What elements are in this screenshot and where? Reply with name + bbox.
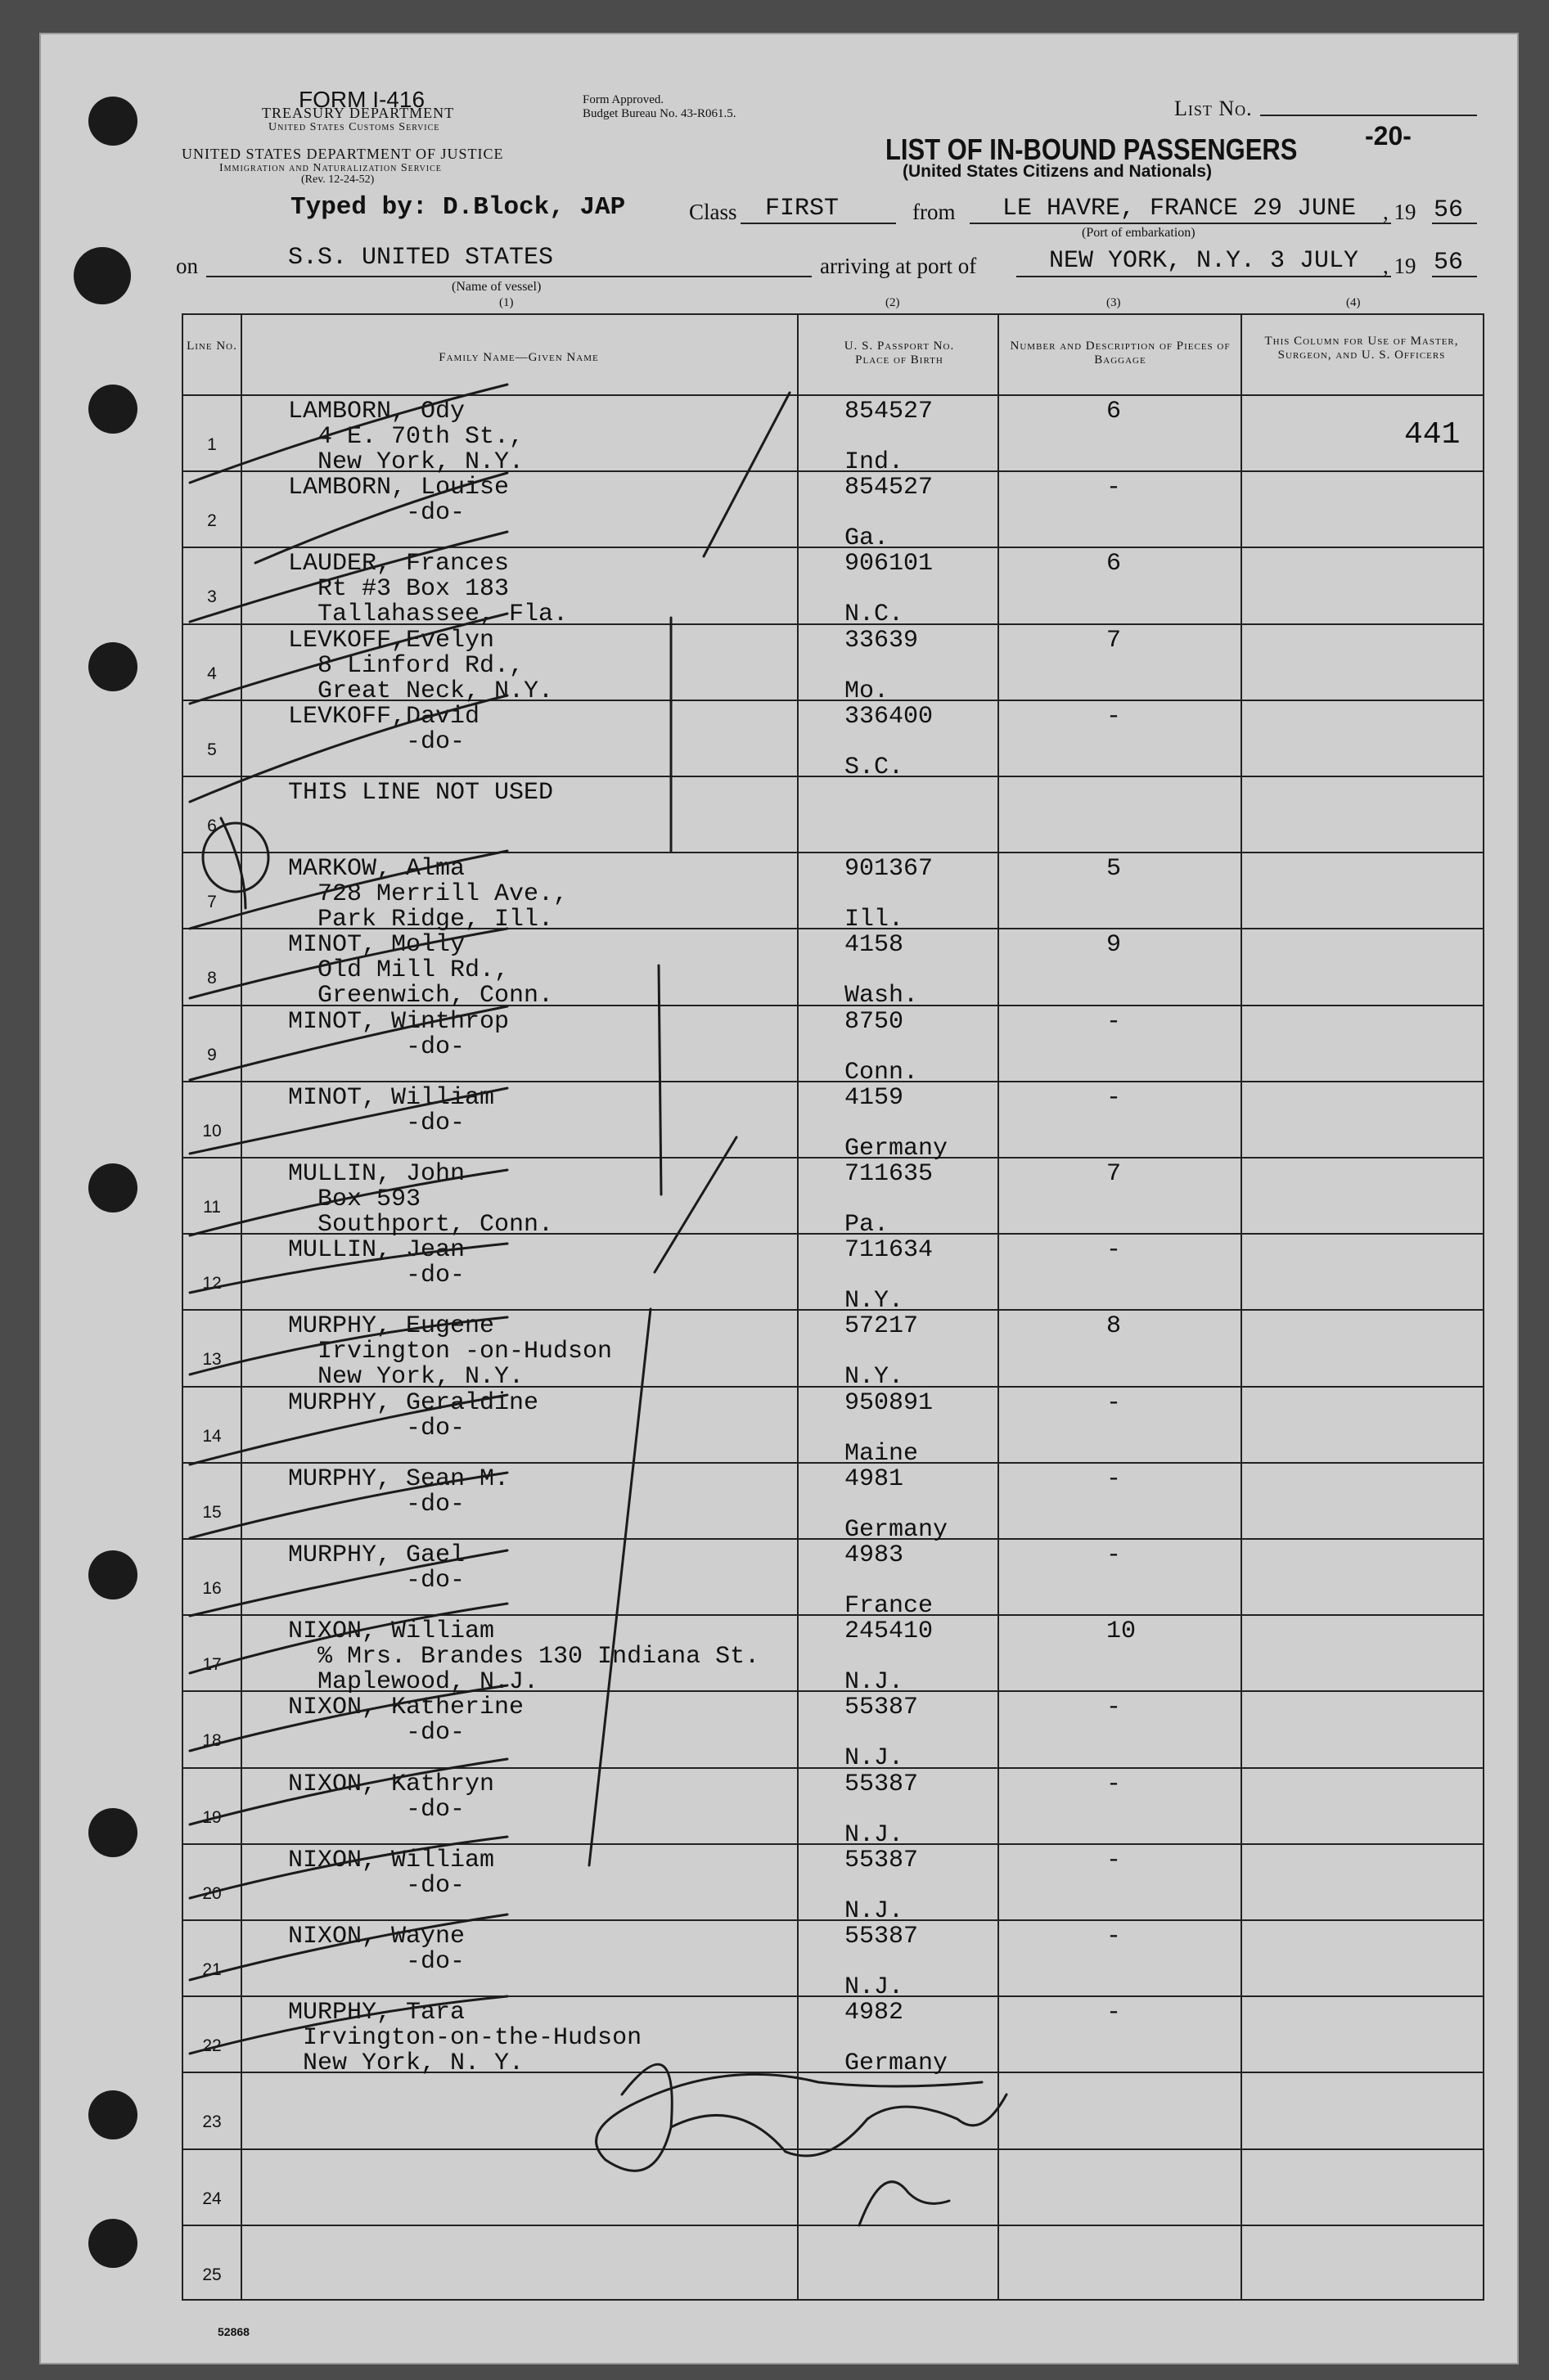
from-value: LE HAVRE, FRANCE 29 JUNE (1002, 195, 1357, 223)
from-year-prefix: , 19 (1383, 200, 1416, 224)
passenger-name: MINOT, Molly Old Mill Rd., Greenwich, Conn. (288, 931, 554, 1010)
col-header-name: Family Name—Given Name (439, 351, 599, 364)
baggage-count: - (1106, 702, 1122, 731)
passenger-name: MULLIN, Jean -do- (288, 1236, 466, 1290)
passport-birthplace: 8750 Conn. (844, 1007, 919, 1087)
passport-birthplace: 33639 Mo. (844, 626, 919, 705)
baggage-count: 7 (1106, 1160, 1122, 1188)
passenger-name: MURPHY, Sean M. -do- (288, 1464, 510, 1518)
passenger-name: NIXON, Katherine -do- (288, 1694, 525, 1748)
revision: (Rev. 12-24-52) (301, 173, 375, 186)
line-number: 14 (202, 1426, 222, 1446)
col-header-passport: U. S. Passport No. Place of Birth (844, 340, 955, 367)
baggage-count: - (1106, 1388, 1122, 1417)
baggage-count: 6 (1106, 398, 1122, 425)
baggage-count: - (1106, 1770, 1122, 1798)
form-title: LIST OF IN-BOUND PASSENGERS (885, 133, 1298, 166)
line-number: 9 (207, 1045, 217, 1064)
col-num-2: (2) (885, 296, 900, 309)
footer-code: 52868 (218, 2325, 250, 2338)
passenger-name: MINOT, William -do- (288, 1083, 495, 1137)
passenger-name: LAMBORN, Ody 4 E. 70th St., New York, N.Y. (288, 398, 525, 476)
passport-birthplace: 4981 Germany (844, 1464, 948, 1544)
line-number: 11 (203, 1198, 221, 1217)
baggage-count: 9 (1106, 931, 1122, 960)
passport-birthplace: 57217 N.Y. (844, 1312, 919, 1392)
passenger-name: THIS LINE NOT USED (288, 779, 554, 807)
passport-birthplace: 55387 N.J. (844, 1846, 919, 1925)
passenger-name: MURPHY, Geraldine -do- (288, 1388, 539, 1442)
baggage-count: - (1106, 1236, 1122, 1265)
customs-service: United States Customs Service (268, 121, 440, 133)
line-number: 1 (207, 435, 217, 454)
passenger-name: MARKOW, Alma 728 Merrill Ave., Park Ridge, Ill. (288, 855, 569, 934)
list-no-label: List No. (1174, 97, 1253, 120)
line-number: 22 (202, 2036, 222, 2056)
baggage-count: - (1106, 1007, 1122, 1036)
passenger-name: LAMBORN, Louise -do- (288, 474, 510, 528)
vessel-name: S.S. UNITED STATES (288, 244, 554, 272)
line-number: 21 (202, 1960, 222, 1979)
passenger-name: MULLIN, John Box 593 Southport, Conn. (288, 1160, 554, 1239)
arriving-port: NEW YORK, N.Y. 3 JULY (1049, 247, 1359, 275)
baggage-count: 5 (1106, 855, 1122, 884)
line-number: 18 (202, 1731, 222, 1751)
passenger-name: NIXON, Kathryn -do- (288, 1770, 495, 1824)
col-header-officers: This Column for Use of Master, Surgeon, and U. S. Officers (1264, 335, 1459, 362)
baggage-count: - (1106, 1083, 1122, 1112)
passport-birthplace: 55387 N.J. (844, 1694, 919, 1773)
baggage-count: 7 (1106, 626, 1122, 655)
passport-birthplace: 854527 Ind. (844, 398, 934, 476)
passenger-name: LEVKOFF,Evelyn 8 Linford Rd., Great Neck, N.Y. (288, 626, 554, 705)
class-value: FIRST (765, 195, 840, 223)
form-approved: Form Approved. (583, 93, 664, 106)
class-label: Class (689, 200, 737, 224)
arrive-year-prefix: , 19 (1383, 254, 1416, 278)
from-year: 56 (1434, 196, 1464, 224)
treasury-dept: TREASURY DEPARTMENT (262, 105, 455, 121)
baggage-count: 6 (1106, 550, 1122, 578)
arrive-year: 56 (1434, 249, 1464, 277)
baggage-count: - (1106, 1846, 1122, 1874)
passport-birthplace: 854527 Ga. (844, 474, 934, 553)
line-number: 12 (202, 1274, 222, 1293)
line-number: 23 (202, 2112, 222, 2132)
baggage-count: - (1106, 1541, 1122, 1569)
col-header-baggage: Number and Description of Pieces of Baggage (1010, 340, 1231, 367)
line-number: 15 (202, 1502, 222, 1522)
passport-birthplace: 4982 Germany (844, 1999, 948, 2078)
line-number: 7 (207, 893, 217, 912)
line-number: 4 (207, 664, 217, 683)
line-number: 16 (202, 1579, 222, 1598)
line-number: 19 (202, 1807, 222, 1827)
passport-birthplace: 4983 France (844, 1541, 934, 1620)
typed-by: Typed by: D.Block, JAP (290, 193, 626, 222)
passport-birthplace: 906101 N.C. (844, 550, 934, 629)
passport-birthplace: 711635 Pa. (844, 1160, 934, 1239)
vessel-caption: (Name of vessel) (452, 280, 542, 294)
baggage-count: - (1106, 1694, 1122, 1722)
line-number: 2 (207, 511, 217, 531)
baggage-count: - (1106, 1923, 1122, 1950)
passport-birthplace: 55387 N.J. (844, 1923, 919, 2001)
line-number: 3 (207, 587, 217, 607)
passport-birthplace: 245410 N.J. (844, 1617, 934, 1697)
passport-birthplace: 55387 N.J. (844, 1770, 919, 1849)
passenger-name: MURPHY, Eugene Irvington -on-Hudson New York, N.Y. (288, 1312, 613, 1392)
passenger-name: LEVKOFF,David -do- (288, 702, 480, 756)
col-num-1: (1) (499, 296, 514, 309)
line-number: 6 (207, 817, 217, 835)
baggage-count: - (1106, 1464, 1122, 1493)
budget-bureau: Budget Bureau No. 43-R061.5. (583, 107, 736, 120)
passport-birthplace: 336400 S.C. (844, 702, 934, 781)
line-number: 13 (202, 1350, 222, 1370)
justice-dept: UNITED STATES DEPARTMENT OF JUSTICE (182, 146, 504, 162)
passenger-name: NIXON, William -do- (288, 1846, 495, 1900)
passenger-name: NIXON, William % Mrs. Brandes 130 Indiana St. Maplewood, N.J. (288, 1617, 760, 1697)
on-label: on (176, 254, 198, 278)
ins-service: Immigration and Naturalization Service (219, 162, 442, 174)
baggage-count: - (1106, 474, 1122, 502)
passenger-name: LAUDER, Frances Rt #3 Box 183 Tallahassee, Fla. (288, 550, 569, 629)
line-number: 20 (202, 1883, 222, 1903)
passport-birthplace: 4158 Wash. (844, 931, 919, 1010)
from-label: from (912, 200, 956, 224)
side-number: 441 (1404, 417, 1461, 452)
passenger-name: NIXON, Wayne -do- (288, 1923, 466, 1976)
line-number: 24 (202, 2189, 222, 2208)
form-number: FORM I-416 (299, 87, 426, 112)
passport-birthplace: 711634 N.Y. (844, 1236, 934, 1316)
passenger-name: MURPHY, Tara Irvington-on-the-Hudson New York, N. Y. (288, 1999, 642, 2078)
port-embark-caption: (Port of embarkation) (1082, 226, 1196, 240)
passenger-name: MINOT, Winthrop -do- (288, 1007, 510, 1061)
baggage-count: - (1106, 1999, 1122, 2027)
line-number: 10 (202, 1121, 222, 1141)
line-number: 8 (207, 969, 217, 988)
baggage-count: 8 (1106, 1312, 1122, 1341)
passenger-name: MURPHY, Gael -do- (288, 1541, 466, 1595)
passport-birthplace: 4159 Germany (844, 1083, 948, 1163)
col-num-3: (3) (1106, 296, 1121, 309)
passport-birthplace: 950891 Maine (844, 1388, 934, 1468)
col-num-4: (4) (1346, 296, 1361, 309)
passport-birthplace: 901367 Ill. (844, 855, 934, 934)
line-number: 17 (202, 1655, 222, 1675)
line-number: 5 (207, 740, 217, 759)
arriving-label: arriving at port of (820, 254, 977, 278)
list-no: -20- (1365, 121, 1412, 151)
form-subtitle: (United States Citizens and Nationals) (903, 162, 1213, 181)
col-header-line: Line No. (187, 340, 237, 353)
baggage-count: 10 (1106, 1617, 1137, 1646)
line-number: 25 (202, 2265, 222, 2284)
